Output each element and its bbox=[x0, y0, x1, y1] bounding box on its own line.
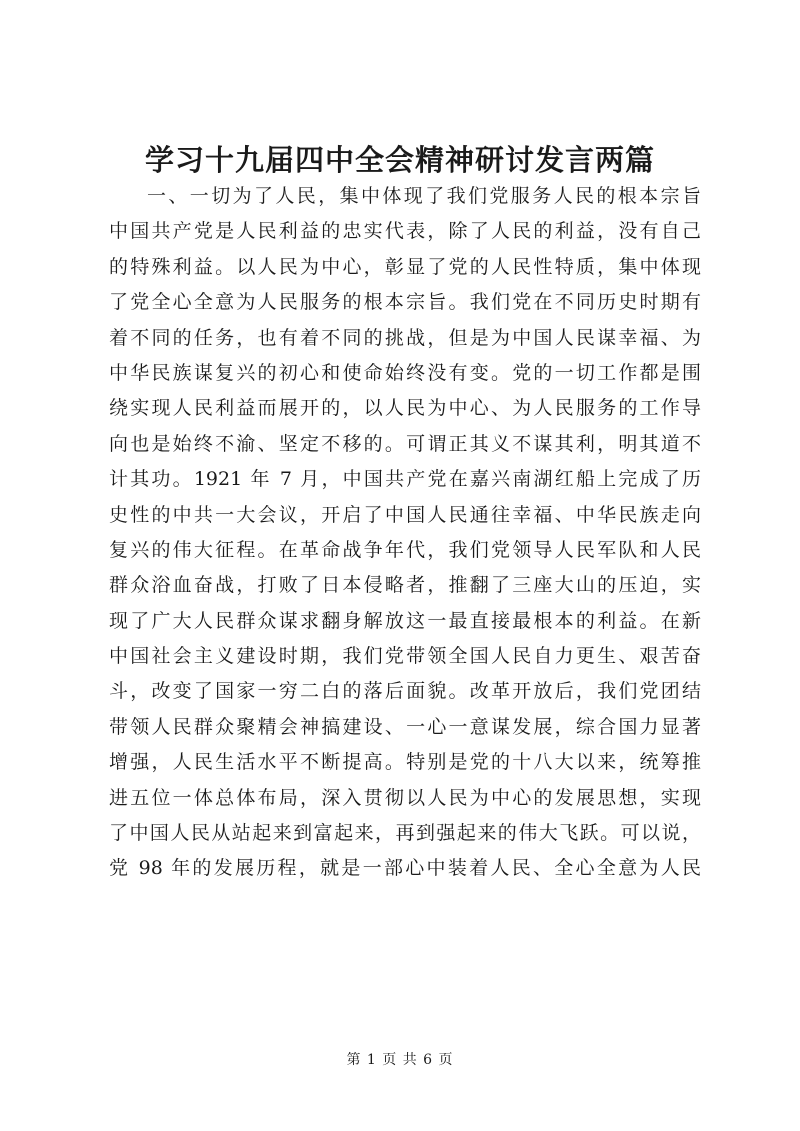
body-line: 带领人民群众聚精会神搞建设、一心一意谋发展，综合国力显著 bbox=[109, 715, 701, 738]
page-footer: 第 1 页 共 6 页 bbox=[346, 1052, 454, 1068]
body-line: 复兴的伟大征程。在革命战争年代，我们党领导人民军队和人民 bbox=[109, 538, 701, 561]
body-line: 一、一切为了人民，集中体现了我们党服务人民的根本宗旨 bbox=[147, 185, 701, 207]
body-line: 绕实现人民利益而展开的，以人民为中心、为人民服务的工作导 bbox=[109, 397, 701, 420]
body-line: 向也是始终不渝、坚定不移的。可谓正其义不谋其利，明其道不 bbox=[109, 432, 701, 455]
body-line: 现了广大人民群众谋求翻身解放这一最直接最根本的利益。在新 bbox=[109, 609, 701, 632]
body-line: 党 98 年的发展历程，就是一部心中装着人民、全心全意为人民 bbox=[109, 857, 701, 880]
body-line: 中国社会主义建设时期，我们党带领全国人民自力更生、艰苦奋 bbox=[109, 645, 701, 668]
body-line: 斗，改变了国家一穷二白的落后面貌。改革开放后，我们党团结 bbox=[109, 680, 701, 703]
body-line: 着不同的任务，也有着不同的挑战，但是为中国人民谋幸福、为 bbox=[109, 326, 701, 349]
body-line: 了中国人民从站起来到富起来，再到强起来的伟大飞跃。可以说， bbox=[109, 822, 701, 845]
body-line: 群众浴血奋战，打败了日本侵略者，推翻了三座大山的压迫，实 bbox=[109, 574, 701, 597]
body-line: 进五位一体总体布局，深入贯彻以人民为中心的发展思想，实现 bbox=[109, 786, 701, 809]
document-title: 学习十九届四中全会精神研讨发言两篇 bbox=[144, 143, 655, 177]
body-line: 计其功。1921 年 7 月，中国共产党在嘉兴南湖红船上完成了历 bbox=[109, 468, 701, 491]
document-body bbox=[109, 179, 701, 887]
body-line: 了党全心全意为人民服务的根本宗旨。我们党在不同历史时期有 bbox=[109, 291, 701, 314]
body-line: 的特殊利益。以人民为中心，彰显了党的人民性特质，集中体现 bbox=[109, 255, 701, 278]
body-line: 增强，人民生活水平不断提高。特别是党的十八大以来，统筹推 bbox=[109, 751, 701, 774]
body-line: 史性的中共一大会议，开启了中国人民通往幸福、中华民族走向 bbox=[109, 503, 701, 526]
body-line: 中华民族谋复兴的初心和使命始终没有变。党的一切工作都是围 bbox=[109, 361, 701, 384]
body-line: 中国共产党是人民利益的忠实代表，除了人民的利益，没有自己 bbox=[109, 220, 701, 243]
